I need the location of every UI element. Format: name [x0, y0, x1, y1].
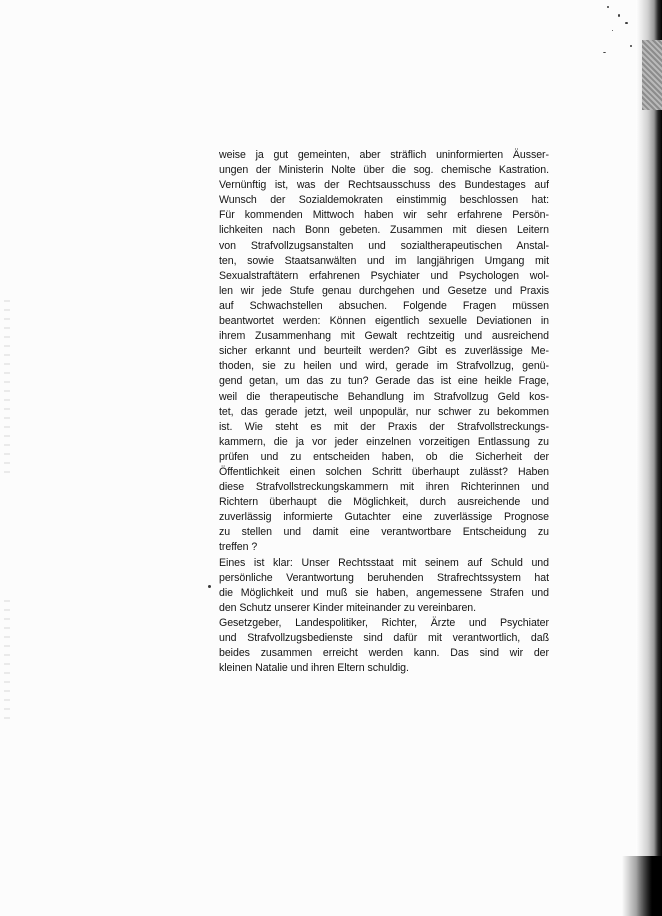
scan-speck [618, 14, 620, 17]
text-line: zuverlässig informierte Gutachter eine zuverlässige Prognose [219, 511, 549, 524]
text-line: ist. Wie steht es mit der Praxis der Strafvollstreckungs- [219, 420, 549, 433]
text-line: ten, sowie Staatsanwälten und im langjährigen Umgang mit [219, 254, 549, 267]
text-line: weise ja gut gemeinten, aber sträflich uninformierten Äusser- [219, 149, 549, 161]
scan-speck [208, 585, 211, 588]
text-line: und Strafvollzugsbedienste sind dafür mit verantwortlich, daß [219, 632, 549, 644]
text-line: von Strafvollzugsanstalten und sozialtherapeutischen Anstal- [219, 239, 549, 252]
text-line: Öffentlichkeit einen solchen Schritt überhaupt zulässt? Haben [219, 465, 549, 478]
text-line: kammern, die ja vor jeder einzelnen vorzeitigen Entlassung zu [219, 435, 549, 448]
text-line: Eines ist klar: Unser Rechtsstaat mit seinem auf Schuld und [219, 556, 549, 569]
scan-speck [625, 22, 628, 24]
text-line: Vernünftig ist, was der Rechtsausschuss des Bundestages auf [219, 179, 549, 192]
text-line: Für kommenden Mittwoch haben wir sehr erfahrene Persön- [219, 209, 549, 222]
scan-speck [630, 45, 632, 47]
text-line: die Möglichkeit und muß sie haben, angemessene Strafen und [219, 586, 549, 599]
text-line: auf Schwachstellen absuchen. Folgende Fragen müssen [219, 299, 549, 312]
text-line: Sexualstraftätern erfahrenen Psychiater und Psychologen wol- [219, 269, 549, 282]
scan-edge-texture [642, 40, 662, 110]
text-line: sicher erkannt und beurteilt werden? Gibt es zuverlässige Me- [219, 345, 549, 358]
text-line: persönliche Verantwortung beruhenden Strafrechtssystem hat [219, 571, 549, 584]
text-line: kleinen Natalie und ihren Eltern schuldig. [219, 662, 409, 675]
scan-bleed-mark [4, 600, 10, 720]
scan-speck [603, 52, 606, 53]
scan-bleed-mark [4, 300, 10, 480]
scan-edge-shadow [636, 0, 662, 916]
text-line: gend getan, um das zu tun? Gerade das ist eine heikle Frage, [219, 375, 549, 388]
text-line: Gesetzgeber, Landespolitiker, Richter, Ärzte und Psychiater [219, 616, 549, 629]
text-line: den Schutz unserer Kinder miteinander zu vereinbaren. [219, 601, 477, 614]
text-line: len wir jede Stufe genau durchgehen und Gesetze und Praxis [219, 284, 549, 297]
text-line: Wunsch der Sozialdemokraten einstimmig beschlossen hat: [219, 194, 549, 207]
text-line: ihrem Zusammenhang mit Gewalt rechtzeitig und ausreichend [219, 330, 549, 343]
text-line: lichkeiten nach Bonn gebeten. Zusammen mit diesen Leitern [219, 224, 549, 237]
text-line: prüfen und zu entscheiden haben, ob die Sicherheit der [219, 450, 549, 463]
text-line: beantwortet werden: Können eigentlich sexuelle Deviationen in [219, 315, 549, 328]
text-line: Richtern überhaupt die Möglichkeit, durch ausreichende und [219, 496, 549, 509]
text-line: treffen ? [219, 541, 258, 554]
text-line: ungen der Ministerin Nolte über die sog. chemische Kastration. [219, 164, 549, 177]
text-line: thoden, sie zu heilen und wird, gerade im Strafvollzug, genü- [219, 360, 549, 373]
text-line: beides zusammen erreicht werden kann. Das sind wir der [219, 647, 549, 660]
scan-speck [607, 6, 609, 8]
text-line: weil die therapeutische Behandlung im Strafvollzug Geld kos- [219, 390, 549, 403]
document-body-text [219, 148, 549, 676]
scan-corner-shadow [622, 856, 662, 916]
text-line: diese Strafvollstreckungskammern mit ihren Richterinnen und [219, 481, 549, 494]
text-line: zu stellen und damit eine verantwortbare Entscheidung zu [219, 526, 549, 539]
text-line: tet, das gerade jetzt, weil unpopulär, nur schwer zu bekommen [219, 405, 549, 418]
scan-speck [612, 30, 613, 31]
